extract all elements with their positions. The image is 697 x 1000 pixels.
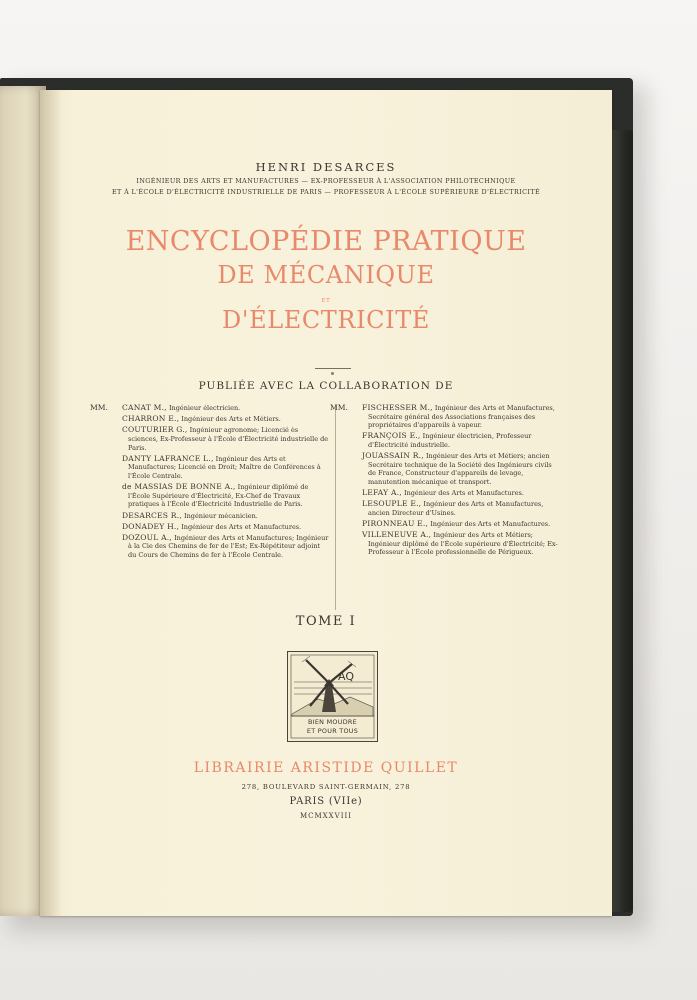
contributor-name: CHARRON E., xyxy=(122,414,180,424)
title-rule-dot xyxy=(331,372,334,375)
book-cover-edge xyxy=(612,130,633,912)
contributors-left-column xyxy=(90,403,330,562)
title-conjunction: ET xyxy=(321,298,331,304)
contributor-entry xyxy=(98,415,330,424)
contributor-description: Ingénieur mécanicien. xyxy=(184,511,258,520)
contributor-name: PIRONNEAU E., xyxy=(362,519,429,529)
contributor-entry xyxy=(98,455,330,481)
title-line-1: ENCYCLOPÉDIE PRATIQUE xyxy=(125,226,527,257)
contributor-name: LEFAY A., xyxy=(362,488,402,498)
contributor-name: FISCHESSER M., xyxy=(362,403,433,412)
contributor-entry xyxy=(338,531,560,557)
contributor-prefix: MM. xyxy=(90,403,108,412)
contributor-description: Ingénieur des Arts et Métiers; Ingénieur diplômé de l'École supérieure d'Électricité; Ex-Professeur à l'École professionnelle de Périgueux. xyxy=(368,531,558,557)
vignette-motto-line2: ET POUR TOUS xyxy=(306,727,359,735)
publisher-vignette xyxy=(287,651,378,742)
contributor-entry xyxy=(98,483,330,509)
publisher-address: 278, BOULEVARD SAINT-GERMAIN, 278 xyxy=(241,783,411,791)
contributor-description: Ingénieur des Arts et Manufactures. xyxy=(430,520,551,529)
contributor-description: Ingénieur des Arts et Métiers; ancien Secrétaire technique de la Société des Ingénieurs civils de France, Constructeur d'appareils de levage, manutention mécanique et transport. xyxy=(368,452,552,486)
contributor-entry xyxy=(330,403,560,430)
page-gutter xyxy=(40,90,62,916)
contributor-name: LESOUPLE E., xyxy=(362,499,422,509)
contributor-description: Ingénieur diplômé de l'École Supérieure d'Électricité, Ex-Chef de Travaux pratiques à l'École d'Électricité Industrielle de Paris. xyxy=(128,483,309,509)
contributor-description: Ingénieur des Arts et Métiers. xyxy=(181,415,281,424)
contributor-entry xyxy=(90,403,330,413)
contributor-description: Ingénieur des Arts et Manufactures; Ingénieur à la Cie des Chemins de fer de l'Est; Ex-Répétiteur adjoint du Cours de Chemins de fer à l'École Centrale. xyxy=(128,533,329,560)
contributor-description: Ingénieur des Arts et Manufactures, Secrétaire général des Associations françaises des propriétaires d'appareils à vapeur. xyxy=(368,404,555,430)
contributor-description: Ingénieur électricien. xyxy=(168,404,241,412)
contributor-entry xyxy=(338,452,560,486)
volume-label: TOME I xyxy=(295,614,357,629)
contributor-description: Ingénieur des Arts et Manufactures; Licencié en Droit; Maître de Conférences à l'École Centrale. xyxy=(128,454,321,480)
author-credits-line2: ET À L'ÉCOLE D'ÉLECTRICITÉ INDUSTRIELLE DE PARIS — PROFESSEUR À L'ÉCOLE SUPÉRIEURE D'ÉLECTRICITÉ xyxy=(111,188,541,196)
contributor-name: DONADEY H., xyxy=(122,521,180,531)
collaboration-heading: PUBLIÉE AVEC LA COLLABORATION DE xyxy=(198,380,454,392)
contributor-name: COUTURIER G., xyxy=(122,425,188,435)
contributor-entry xyxy=(338,489,560,498)
contributor-description: Ingénieur des Arts et Manufactures. xyxy=(404,489,524,498)
publisher-city: PARIS (VIIe) xyxy=(289,796,363,807)
title-line-2: DE MÉCANIQUE xyxy=(217,261,435,289)
contributor-entry xyxy=(98,534,330,560)
contributor-prefix: MM. xyxy=(330,403,348,412)
contributor-name: JOUASSAIN R., xyxy=(362,451,424,461)
contributor-name: FRANÇOIS E., xyxy=(362,431,421,441)
contributor-description: Ingénieur agronome; Licencié ès sciences, Ex-Professeur à l'École d'Électricité industrielle de Paris. xyxy=(128,426,329,452)
title-rule xyxy=(315,368,351,369)
contributor-entry xyxy=(338,500,560,517)
contributor-entry xyxy=(98,523,330,532)
title-line-3: D'ÉLECTRICITÉ xyxy=(222,306,430,334)
author-credits-line1: INGÉNIEUR DES ARTS ET MANUFACTURES — EX-PROFESSEUR À L'ASSOCIATION PHILOTECHNIQUE xyxy=(136,177,516,185)
contributor-description: Ingénieur des Arts et Manufactures, ancien Directeur d'Usines. xyxy=(368,500,544,517)
contributor-entry xyxy=(98,426,330,452)
vignette-monogram: AQ xyxy=(338,670,354,683)
contributor-description: Ingénieur des Arts et Manufactures. xyxy=(181,522,302,531)
contributor-name: DANTY LAFRANCE L., xyxy=(122,453,214,463)
contributor-entry xyxy=(338,432,560,449)
contributor-entry xyxy=(338,520,560,529)
contributor-entry xyxy=(98,512,330,521)
author-name: HENRI DESARCES xyxy=(255,160,397,174)
contributor-name: DESARCES R., xyxy=(122,510,182,520)
vignette-motto-line1: BIEN MOUDRE xyxy=(307,718,358,726)
publication-year: MCMXXVIII xyxy=(299,812,352,820)
contributors-right-column xyxy=(330,403,560,560)
column-divider xyxy=(335,404,336,610)
contributor-name: DOZOUL A., xyxy=(122,532,172,542)
contributor-description: Ingénieur électricien, Professeur d'Électricité industrielle. xyxy=(368,432,532,449)
contributor-name: CANAT M., xyxy=(122,403,167,412)
contributor-name: VILLENEUVE A., xyxy=(362,530,432,540)
publisher-name: LIBRAIRIE ARISTIDE QUILLET xyxy=(193,760,459,776)
contributor-name: de MASSIAS DE BONNE A., xyxy=(122,482,236,492)
